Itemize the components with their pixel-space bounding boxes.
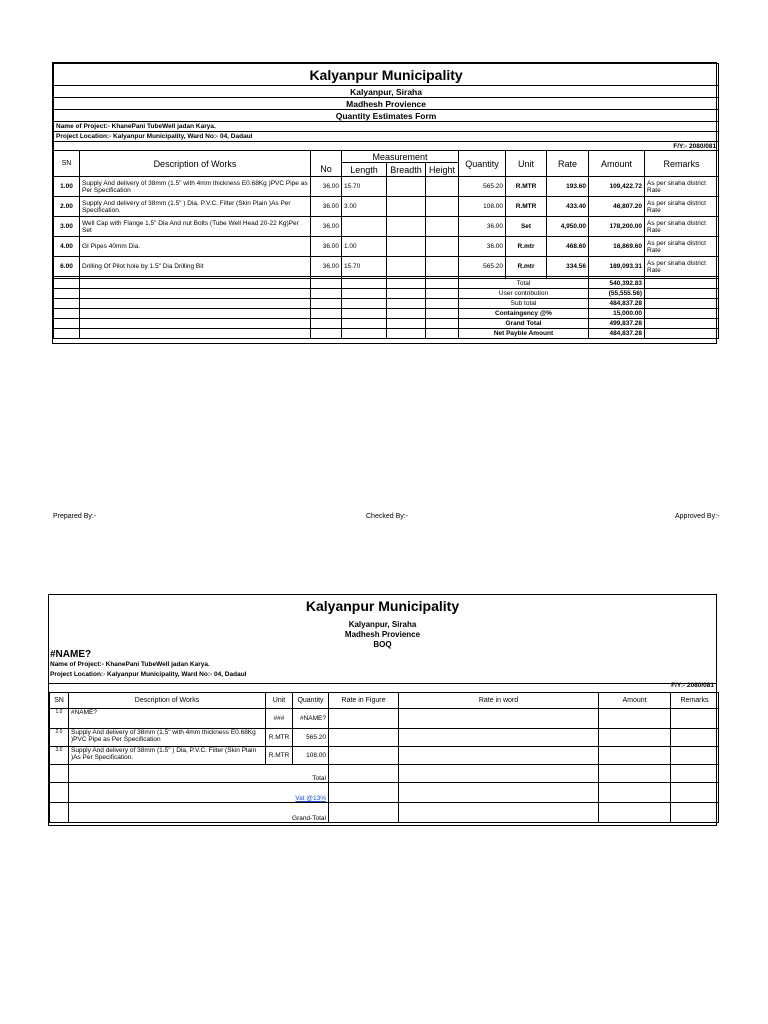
row-height — [426, 177, 459, 197]
summary-row — [54, 299, 719, 309]
header-quantity: Quantity — [459, 151, 506, 177]
row-sn: 1.00 — [54, 177, 80, 197]
boq-header — [49, 595, 716, 689]
estimate-row — [54, 217, 719, 237]
summary-row — [54, 279, 719, 289]
boq-row-unit: R.MTR — [266, 729, 293, 747]
estimate-row — [54, 177, 719, 197]
row-height — [426, 217, 459, 237]
row-unit: R.MTR — [506, 177, 547, 197]
row-height — [426, 257, 459, 277]
row-no: 36.00 — [311, 237, 342, 257]
row-amount: 109,422.72 — [589, 177, 645, 197]
row-remarks: As per siraha district Rate — [645, 257, 719, 277]
boq-row-quantity: #NAME? — [293, 709, 329, 729]
boq-header-remarks: Remarks — [671, 693, 719, 709]
summary-value: 15,000.00 — [589, 309, 645, 319]
row-unit: R.MTR — [506, 197, 547, 217]
boq-row-description: Supply And delivery of 38mm (1.5" ) Dia, P.V.C. Filter (Skin Plain )As Per Specification. — [69, 747, 266, 765]
row-height — [426, 237, 459, 257]
header-sn: SN — [54, 151, 80, 177]
province-line: Madhesh Provience — [54, 98, 719, 110]
row-remarks: As per siraha district Rate — [645, 237, 719, 257]
boq-header-rate-word: Rate in word — [399, 693, 599, 709]
row-no: 36.00 — [311, 217, 342, 237]
checked-by: Checked By:- — [366, 513, 409, 520]
boq-province: Madhesh Provience — [344, 630, 421, 639]
boq-grand-total-row — [50, 803, 719, 823]
row-length: 15.70 — [342, 257, 387, 277]
boq-total-row — [50, 765, 719, 783]
row-sn: 2.00 — [54, 197, 80, 217]
summary-label: Grand Total — [459, 319, 589, 329]
boq-title: BOQ — [373, 640, 392, 649]
header-height: Height — [426, 163, 459, 177]
row-breadth — [387, 217, 426, 237]
summary-value: 484,837.28 — [589, 299, 645, 309]
estimate-row — [54, 257, 719, 277]
boq-row-quantity: 108.00 — [293, 747, 329, 765]
row-breadth — [387, 237, 426, 257]
boq-row-sn: 2.0 — [50, 729, 69, 747]
row-rate: 468.60 — [547, 237, 589, 257]
approved-by: Approved By:- — [675, 513, 720, 520]
boq-row-sn: 1.0 — [50, 709, 69, 729]
row-length: 3.00 — [342, 197, 387, 217]
summary-value: 540,392.83 — [589, 279, 645, 289]
boq-row-description: #NAME? — [69, 709, 266, 729]
row-amount: 189,093.31 — [589, 257, 645, 277]
row-rate: 4,950.00 — [547, 217, 589, 237]
project-location: Project Location:- Kalyanpur Municipality, Ward No:- 04, Dadaul — [54, 132, 719, 142]
boq-sheet — [48, 594, 717, 826]
header-rate: Rate — [547, 151, 589, 177]
row-sn: 3.00 — [54, 217, 80, 237]
summary-label: User contribution — [459, 289, 589, 299]
boq-row-unit: ### — [266, 709, 293, 729]
summary-value: 499,837.28 — [589, 319, 645, 329]
summary-value: 484,837.28 — [589, 329, 645, 339]
vat-link[interactable]: Vat @13% — [295, 795, 326, 802]
row-description: Supply And delivery of 38mm (1.5" with 4mm thickness E0.68Kg )PVC Pipe as Per Specification — [80, 177, 311, 197]
row-sn: 4.00 — [54, 237, 80, 257]
boq-header-rate-figure: Rate in Figure — [329, 693, 399, 709]
summary-value: (55,555.56) — [589, 289, 645, 299]
boq-row-description: Supply And delivery of 38mm (1.5" with 4mm thickness E0.68Kg )PVC Pipe as Per Specification — [69, 729, 266, 747]
boq-row-quantity: 565.20 — [293, 729, 329, 747]
row-no: 36.00 — [311, 197, 342, 217]
quantity-estimates-sheet — [52, 62, 717, 344]
boq-vat-row — [50, 783, 719, 803]
row-no: 36.00 — [311, 257, 342, 277]
summary-row — [54, 319, 719, 329]
row-unit: R.mtr — [506, 257, 547, 277]
header-remarks: Remarks — [645, 151, 719, 177]
row-sn: 6.00 — [54, 257, 80, 277]
boq-header-sn: SN — [50, 693, 69, 709]
row-breadth — [387, 257, 426, 277]
boq-name-error: #NAME? — [50, 649, 92, 660]
boq-project-location: Project Location:- Kalyanpur Municipality, Ward No:- 04, Dadaul — [50, 671, 247, 678]
boq-row-sn: 3.0 — [50, 747, 69, 765]
boq-header-unit: Unit — [266, 693, 293, 709]
row-breadth — [387, 197, 426, 217]
boq-row — [50, 747, 719, 765]
header-description: Description of Works — [80, 151, 311, 177]
summary-label: Sub total — [459, 299, 589, 309]
row-description: Drilling Of Pilot hole by 1.5" Dia Drilling Bit — [80, 257, 311, 277]
row-amount: 16,869.60 — [589, 237, 645, 257]
row-quantity: 36.00 — [459, 237, 506, 257]
row-breadth — [387, 177, 426, 197]
estimate-row — [54, 197, 719, 217]
header-measurement: Measurement — [342, 151, 459, 163]
summary-row — [54, 309, 719, 319]
summary-label: Containgency @% — [459, 309, 589, 319]
row-remarks: As per siraha district Rate — [645, 177, 719, 197]
boq-project-name: Name of Project:- KhanePani TubeWell jadan Karya. — [50, 661, 210, 668]
header-unit: Unit — [506, 151, 547, 177]
form-title: Quantity Estimates Form — [54, 110, 719, 122]
row-rate: 334.56 — [547, 257, 589, 277]
boq-row — [50, 709, 719, 729]
header-no: No — [311, 163, 342, 177]
row-remarks: As per siraha district Rate — [645, 217, 719, 237]
row-unit: Set — [506, 217, 547, 237]
row-height — [426, 197, 459, 217]
boq-row — [50, 729, 719, 747]
row-length — [342, 217, 387, 237]
boq-municipality-title: Kalyanpur Municipality — [305, 598, 460, 614]
fiscal-year: F/Y:- 2080/081 — [54, 142, 719, 151]
header-breadth: Breadth — [387, 163, 426, 177]
row-no: 36.00 — [311, 177, 342, 197]
estimate-table — [53, 63, 719, 339]
row-quantity: 36.00 — [459, 217, 506, 237]
row-description: GI Pipes 40mm Dia. — [80, 237, 311, 257]
boq-total-label: Total — [69, 765, 329, 783]
row-quantity: 565.20 — [459, 177, 506, 197]
row-description: Supply And delivery of 38mm (1.5" ) Dia, P.V.C. Filter (Skin Plain )As Per Specification. — [80, 197, 311, 217]
summary-row — [54, 289, 719, 299]
header-amount: Amount — [589, 151, 645, 177]
municipality-title: Kalyanpur Municipality — [54, 64, 719, 86]
boq-fiscal-year: F/Y:- 2080/081 — [671, 682, 714, 689]
row-unit: R.mtr — [506, 237, 547, 257]
row-length: 1.00 — [342, 237, 387, 257]
project-name: Name of Project:- KhanePani TubeWell jadan Karya. — [54, 122, 719, 132]
header-length: Length — [342, 163, 387, 177]
boq-grand-total-label: Grand-Total — [69, 803, 329, 823]
boq-row-unit: R.MTR — [266, 747, 293, 765]
summary-row — [54, 329, 719, 339]
prepared-by: Prepared By:- — [53, 513, 97, 520]
row-amount: 46,807.20 — [589, 197, 645, 217]
row-rate: 433.40 — [547, 197, 589, 217]
row-rate: 193.60 — [547, 177, 589, 197]
boq-address: Kalyanpur, Siraha — [348, 620, 417, 629]
row-description: Well Cap with Flange 1.5" Dia And nut Bolts (Tube Well Head 20-22 Kg)Per Set — [80, 217, 311, 237]
row-remarks: As per siraha district Rate — [645, 197, 719, 217]
row-quantity: 108.00 — [459, 197, 506, 217]
boq-header-quantity: Quantity — [293, 693, 329, 709]
boq-table — [49, 692, 719, 823]
boq-header-amount: Amount — [599, 693, 671, 709]
row-length: 15.70 — [342, 177, 387, 197]
boq-header-description: Description of Works — [69, 693, 266, 709]
row-amount: 178,200.00 — [589, 217, 645, 237]
row-quantity: 565.20 — [459, 257, 506, 277]
estimate-row — [54, 237, 719, 257]
address-line: Kalyanpur, Siraha — [54, 86, 719, 98]
summary-label: Total — [459, 279, 589, 289]
summary-label: Net Payble Amount — [459, 329, 589, 339]
